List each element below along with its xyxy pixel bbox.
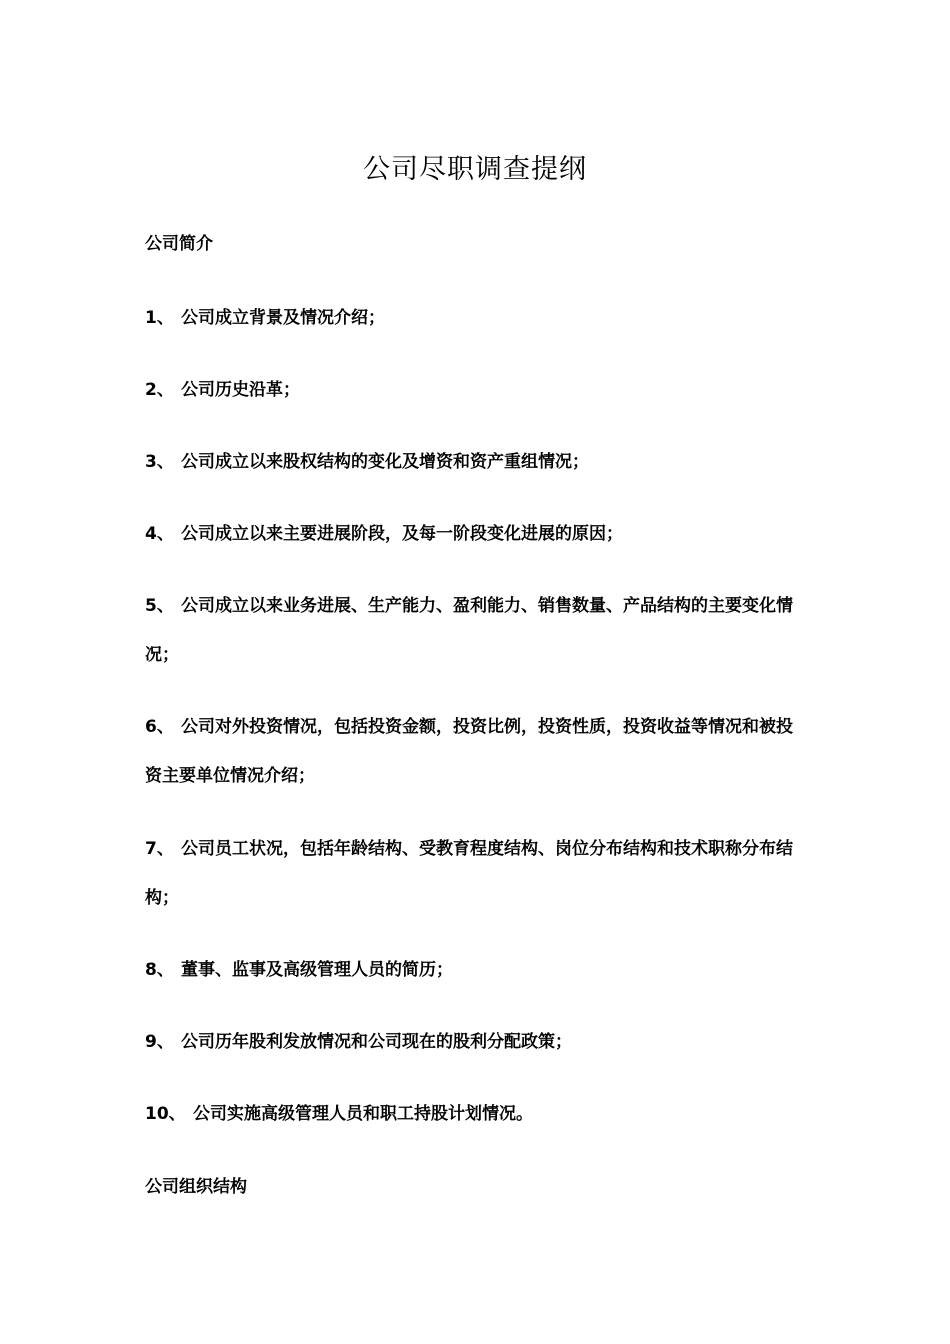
- item-number: 8、: [145, 960, 174, 980]
- item-text: 公司成立以来业务进展、生产能力、盈利能力、销售数量、产品结构的主要变化情况；: [145, 596, 793, 665]
- list-item: [145, 510, 800, 559]
- item-text: 公司历年股利发放情况和公司现在的股利分配政策；: [181, 1032, 572, 1052]
- item-number: 9、: [145, 1032, 174, 1052]
- item-text: 董事、监事及高级管理人员的简历；: [181, 960, 453, 980]
- item-number: 1、: [145, 308, 174, 328]
- item-number: 5、: [145, 596, 174, 616]
- list-item: [145, 582, 800, 680]
- list-item: [145, 1018, 800, 1067]
- item-number: 2、: [145, 380, 174, 400]
- list-item: [145, 703, 800, 801]
- item-number: 6、: [145, 717, 174, 737]
- item-text: 公司历史沿革；: [181, 380, 300, 400]
- item-text: 公司实施高级管理人员和职工持股计划情况。: [193, 1104, 533, 1124]
- section-heading-intro: 公司简介: [145, 234, 213, 254]
- item-number: 10、: [145, 1104, 186, 1124]
- item-text: 公司成立以来股权结构的变化及增资和资产重组情况；: [181, 452, 589, 472]
- item-text: 公司员工状况，包括年龄结构、受教育程度结构、岗位分布结构和技术职称分布结构；: [145, 839, 793, 908]
- item-text: 公司成立背景及情况介绍；: [181, 308, 385, 328]
- item-text: 公司成立以来主要进展阶段，及每一阶段变化进展的原因；: [181, 524, 623, 544]
- list-item: [145, 294, 800, 343]
- section-heading-org: 公司组织结构: [145, 1177, 247, 1197]
- item-number: 7、: [145, 839, 174, 859]
- list-item: [145, 946, 800, 995]
- list-item: [145, 366, 800, 415]
- list-item: [145, 1090, 800, 1139]
- item-text: 公司对外投资情况，包括投资金额，投资比例，投资性质，投资收益等情况和被投资主要单位情况介绍；: [145, 717, 793, 786]
- list-item: [145, 825, 800, 923]
- item-number: 4、: [145, 524, 174, 544]
- list-item: [145, 438, 800, 487]
- document-title: 公司尽职调查提纲: [363, 154, 587, 185]
- item-number: 3、: [145, 452, 174, 472]
